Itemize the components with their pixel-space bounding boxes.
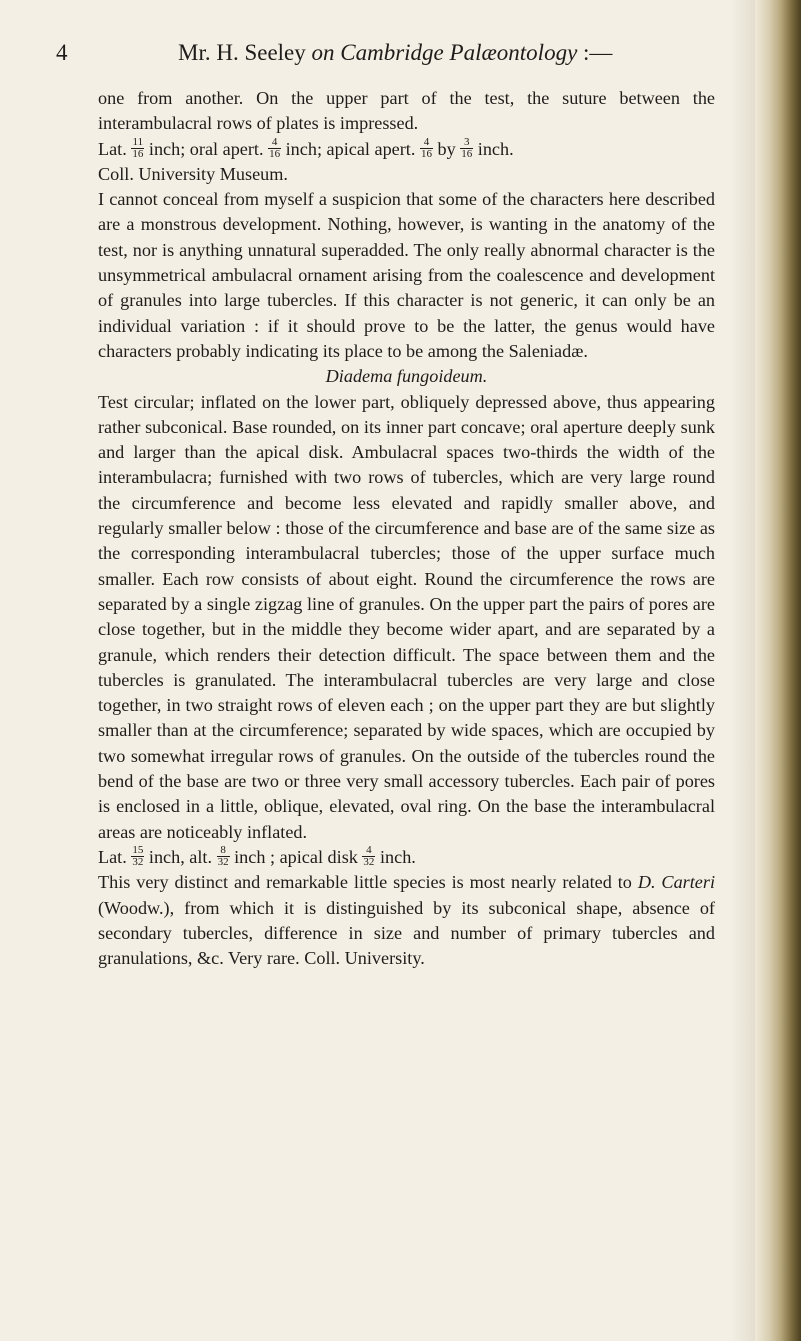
measurement-line: Lat. $\frac{11}{16}$ inch; oral apert. $\frac{4}{16}$ inch; apical apert. $\frac{4}{16}$ by $\frac{3}{16}$ inch. xyxy=(98,135,514,160)
body-text xyxy=(98,86,715,971)
title-italic: Cambridge Palæontology xyxy=(340,40,578,65)
fraction: $\frac{4}{16}$ xyxy=(420,135,432,160)
title-suffix: :— xyxy=(583,40,613,65)
book-binding-edge xyxy=(755,0,801,1341)
collection-note: Coll. University Museum. xyxy=(98,163,288,184)
binding-shadow xyxy=(731,0,755,1341)
fraction: $\frac{3}{16}$ xyxy=(461,135,473,160)
fraction: $\frac{4}{32}$ xyxy=(363,843,375,868)
page-number: 4 xyxy=(56,40,68,65)
paragraph: I cannot conceal from myself a suspicion that some of the characters here described are a monstrous development. Nothing, however, is wanting in the anatomy of the test, nor is anything unnatural superadded. The only really abnormal character is the unsymmetrical ambulacral ornament arising from the coalescence and development of granules into large tubercles. If this character is not generic, it can only be an individual variation : if it should prove to be the latter, the genus would have characters probably indicating its place to be among the Saleniadæ. xyxy=(98,189,715,361)
title-prefix: on xyxy=(311,40,335,65)
paragraph: Test circular; inflated on the lower part, obliquely depressed above, thus appearing rather subconical. Base rounded, on its inner part concave; oral aperture deeply sunk and larger than the apical disk. Ambulacral spaces two-thirds the width of the interambulacra; furnished with two rows of tubercles, which are very large round the circumference and become less elevated and rapidly smaller above, and regularly smaller below : those of the circumference and base are of the same size as the corresponding interambulacral tubercles; those of the upper surface much smaller. Each row consists of about eight. Round the circumference the rows are separated by a single zigzag line of granules. On the upper part the pairs of pores are close together, but in the middle they become wider apart, and are separated by a granule, which renders their detection difficult. The space between them and the tubercles is granulated. The interambulacral tubercles are very large and close together, in two straight rows of eleven each ; on the upper part they are but slightly smaller than at the circumference; separated by wide spaces, which are occupied by two somewhat irregular rows of granules. On the outside of the tubercles round the bend of the base are two or three very small accessory tubercles. Each pair of pores is enclosed in a little, oblique, elevated, oval ring. On the base the interambulacral areas are noticeably inflated. xyxy=(98,391,715,842)
paragraph: one from another. On the upper part of the test, the suture between the interambulacral rows of plates is impressed. xyxy=(98,88,715,134)
fraction: $\frac{15}{32}$ xyxy=(132,843,144,868)
measurement-line: Lat. $\frac{15}{32}$ inch, alt. $\frac{8}{32}$ inch ; apical disk $\frac{4}{32}$ inch. xyxy=(98,843,416,868)
fraction: $\frac{4}{16}$ xyxy=(269,135,281,160)
fraction: $\frac{8}{32}$ xyxy=(217,843,229,868)
author-name: Mr. H. Seeley xyxy=(178,40,306,65)
fraction: $\frac{11}{16}$ xyxy=(132,135,144,160)
running-header xyxy=(56,40,716,76)
paragraph: This very distinct and remarkable little species is most nearly related to D. Carteri (Woodw.), from which it is distinguished by its subconical shape, absence of secondary tubercles, difference in size and number of primary tubercles and granulations, &c. Very rare. Coll. University. xyxy=(98,872,715,969)
running-title xyxy=(178,40,612,66)
species-name: D. Carteri xyxy=(637,872,715,893)
species-heading: Diadema fungoideum. xyxy=(325,366,488,387)
